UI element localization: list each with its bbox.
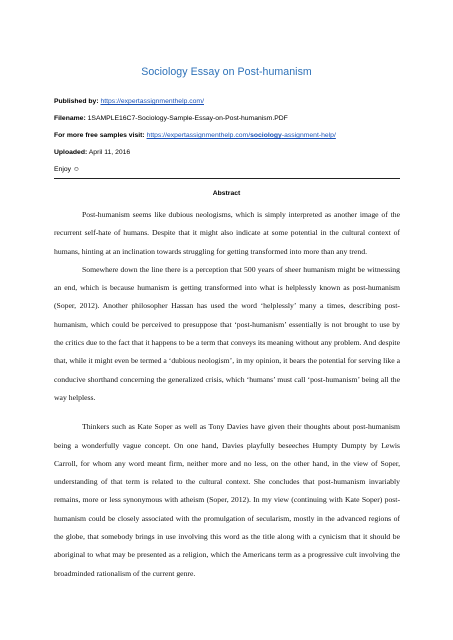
essay-paragraph-3: Thinkers such as Kate Soper as well as Tony Davies have given their thoughts about post-humanism being a wonderfully vague concept. On one hand, Davies playfully beseeches Humpty Dumpty by Lewis Carroll, for whom any word meant firm, neither more and no less, on the other hand, in the view of Soper, understanding of that term is related to the cultural context. She concludes that post-humanism invariably remains, more or less synonymous with atheism (Soper, 2012). In my view (continuing with Kate Soper) post-humanism could be closely associated with the promulgation of secularism, mostly in the advanced regions of the globe, that somebody brings in use involving this word as the title along with a cynicism that it should be aboriginal to what may be presented as a religion, which the Americans term as a progressive cult involving the broadminded rationalism of the current genre. [54, 422, 400, 578]
uploaded-label: Uploaded: [54, 149, 88, 156]
document-title: Sociology Essay on Post-humanism [141, 66, 312, 78]
published-by-link[interactable]: https://expertassignmenthelp.com/ [100, 98, 204, 105]
published-by-label: Published by [54, 98, 97, 105]
filename-value: 1SAMPLE16C7-Sociology-Sample-Essay-on-Post-humanism.PDF [87, 115, 288, 122]
essay-paragraph-1: Post-humanism seems like dubious neologisms, which is simply interpreted as another image of the recurrent self-hate of humans. Despite that it might also indicate at some potential in the cultural context of humans, hinting at an inclination towards struggling for getting transformed into more than any trend. [54, 210, 400, 256]
essay-paragraph-2: Somewhere down the line there is a perception that 500 years of sheer humanism might be witnessing an end, which is because humanism is getting transformed into what is helplessly known as post-humanism (Soper, 2012). Another philosopher Hassan has used the word ‘helplessly’ many a times, describing post-humanism, which could be perceived to presuppose that ‘post-humanism’ essentially is not brought to use by the critics due to the fact that it happens to be a term that conveys its meaning without any problem. And despite that, while it might even be termed a ‘dubious neologism’, in my opinion, it bears the potential for serving like a conducive shorthand concerning the generalized crisis, which ‘humans’ must call ‘post-humanism’ being all the way helpless. [54, 264, 400, 402]
abstract-heading: Abstract [212, 190, 241, 197]
more-samples-line: For more free samples visit: https://expertassignmenthelp.com/sociology-assignment-help/ [54, 132, 336, 139]
uploaded-line [54, 148, 414, 157]
uploaded-value: April 11, 2016 [88, 149, 131, 156]
filename-label: Filename [54, 115, 84, 122]
enjoy-line: Enjoy ☺ [54, 166, 80, 173]
header-divider [54, 178, 400, 179]
more-samples-link[interactable]: https://expertassignmenthelp.com/sociology-assignment-help/ [146, 132, 336, 139]
filename-line: Filename: 1SAMPLE16C7-Sociology-Sample-Essay-on-Post-humanism.PDF [54, 115, 288, 122]
essay-body [54, 206, 400, 583]
more-samples-label: For more free samples visit [54, 132, 143, 139]
published-by-line: Published by: https://expertassignmenthelp.com/ [54, 98, 204, 105]
